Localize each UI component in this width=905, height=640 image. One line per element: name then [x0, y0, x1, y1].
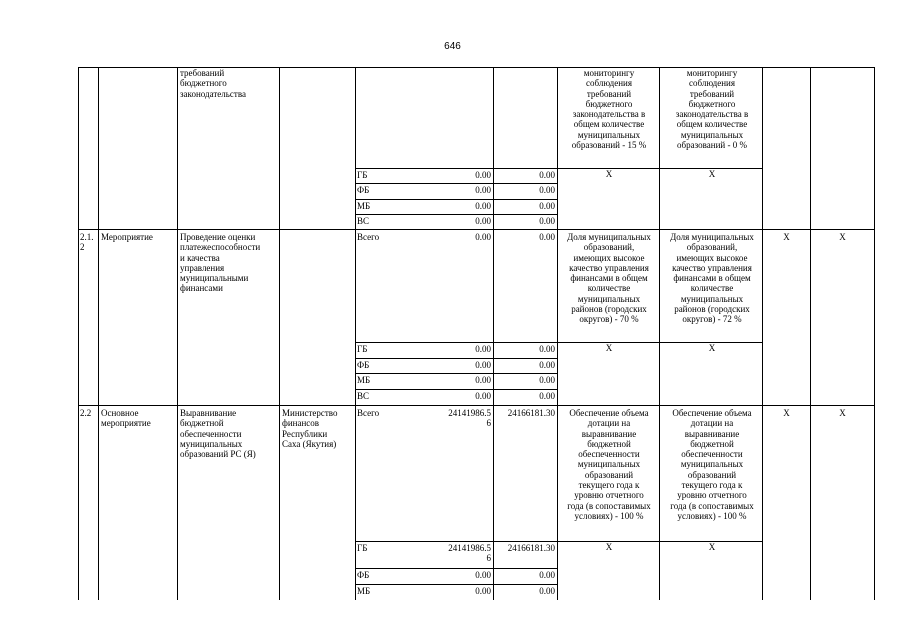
- row-212-type: Мероприятие: [101, 232, 153, 242]
- row-22-indicator-2: Обеспечение объема дотации на выравнивание бюджетной обеспеченности муниципальных образований текущего года к уровню отчетного года (в сопоставимых условиях) - 100 %: [670, 408, 754, 521]
- row-22-source-gb: ГБ: [357, 543, 368, 553]
- row-22-total-label: Всего: [357, 408, 380, 418]
- cont-gb-mark-2: Х: [708, 169, 716, 179]
- row-212-gb-value-2: 0.00: [539, 344, 555, 354]
- row-22-total-value-1: 24141986.5 6: [448, 408, 491, 429]
- row-212-fb-value-1: 0.00: [475, 360, 491, 370]
- cont-indicator-2: мониторингу соблюдения требований бюджетного законодательства в общем количестве муниципальных образований - 0 %: [675, 68, 749, 151]
- row-212-source-vs: ВС: [357, 391, 370, 401]
- cont-source-gb: ГБ: [357, 170, 368, 180]
- row-212-total-label: Всего: [357, 232, 380, 242]
- program-table: [78, 67, 875, 600]
- row-212-source-mb: МБ: [357, 375, 371, 385]
- page-number: 646: [444, 41, 461, 52]
- row-212-total-value-2: 0.00: [539, 232, 555, 242]
- row-22-mark-2: Х: [839, 408, 846, 418]
- row-22-number: 2.2: [80, 408, 92, 418]
- cont-source-mb: МБ: [357, 201, 371, 211]
- row-22-total-value-2: 24166181.30: [507, 408, 555, 418]
- row-22-gb-value-2: 24166181.30: [507, 543, 555, 553]
- row-212-vs-value-1: 0.00: [475, 391, 491, 401]
- row-22-fb-value-1: 0.00: [475, 570, 491, 580]
- row-212-gb-mark-1: Х: [605, 343, 613, 353]
- row-22-fb-value-2: 0.00: [539, 570, 555, 580]
- row-212-indicator-1: Доля муниципальных образований, имеющих высокое качество управления финансами в общем количестве муниципальных районов (городских округов) - 70 %: [567, 232, 651, 325]
- row-212-gb-value-1: 0.00: [475, 344, 491, 354]
- row-22-mark-1: Х: [783, 408, 790, 418]
- row-22-name: Выравнивание бюджетной обеспеченности муниципальных образований РС (Я): [180, 408, 256, 460]
- row-212-gb-mark-2: Х: [708, 343, 716, 353]
- row-212-vs-value-2: 0.00: [539, 391, 555, 401]
- cont-gb-value-2: 0.00: [539, 170, 555, 180]
- row-212-mb-value-2: 0.00: [539, 375, 555, 385]
- cont-indicator-1: мониторингу соблюдения требований бюджетного законодательства в общем количестве муниципальных образований - 15 %: [571, 68, 647, 151]
- cont-fb-value-1: 0.00: [475, 185, 491, 195]
- row-22-executor: Министерство финансов Республики Саха (Якутия): [282, 408, 338, 449]
- row-22-type: Основное мероприятие: [101, 408, 151, 429]
- cont-vs-value-1: 0.00: [475, 216, 491, 226]
- cont-gb-mark-1: Х: [605, 169, 613, 179]
- row-22-source-mb: МБ: [357, 586, 371, 596]
- cont-mb-value-2: 0.00: [539, 201, 555, 211]
- cont-event-name: требований бюджетного законодательства: [180, 68, 246, 99]
- row-212-name: Проведение оценки платежеспособности и качества управления муниципальными финансами: [180, 232, 261, 294]
- row-22-gb-value-1: 24141986.5 6: [448, 543, 491, 564]
- row-212-fb-value-2: 0.00: [539, 360, 555, 370]
- cont-source-vs: ВС: [357, 216, 370, 226]
- row-22-source-fb: ФБ: [357, 570, 370, 580]
- cont-mb-value-1: 0.00: [475, 201, 491, 211]
- row-212-mark-2: Х: [839, 232, 846, 242]
- cont-source-fb: ФБ: [357, 185, 370, 195]
- cont-gb-value-1: 0.00: [475, 170, 491, 180]
- row-212-source-gb: ГБ: [357, 344, 368, 354]
- row-212-indicator-2: Доля муниципальных образований, имеющих высокое качество управления финансами в общем количестве муниципальных районов (городских округов) - 72 %: [670, 232, 754, 325]
- row-22-indicator-1: Обеспечение объема дотации на выравнивание бюджетной обеспеченности муниципальных образований текущего года к уровню отчетного года (в сопоставимых условиях) - 100 %: [567, 408, 651, 521]
- row-22-gb-mark-1: Х: [605, 542, 613, 552]
- cont-fb-value-2: 0.00: [539, 185, 555, 195]
- row-212-total-value-1: 0.00: [475, 232, 491, 242]
- row-22-gb-mark-2: Х: [708, 542, 716, 552]
- row-212-mark-1: Х: [783, 232, 790, 242]
- row-212-number: 2.1. 2: [80, 232, 94, 253]
- row-22-mb-value-1: 0.00: [475, 586, 491, 596]
- row-212-mb-value-1: 0.00: [475, 375, 491, 385]
- row-22-mb-value-2: 0.00: [539, 586, 555, 596]
- cont-vs-value-2: 0.00: [539, 216, 555, 226]
- row-212-source-fb: ФБ: [357, 360, 370, 370]
